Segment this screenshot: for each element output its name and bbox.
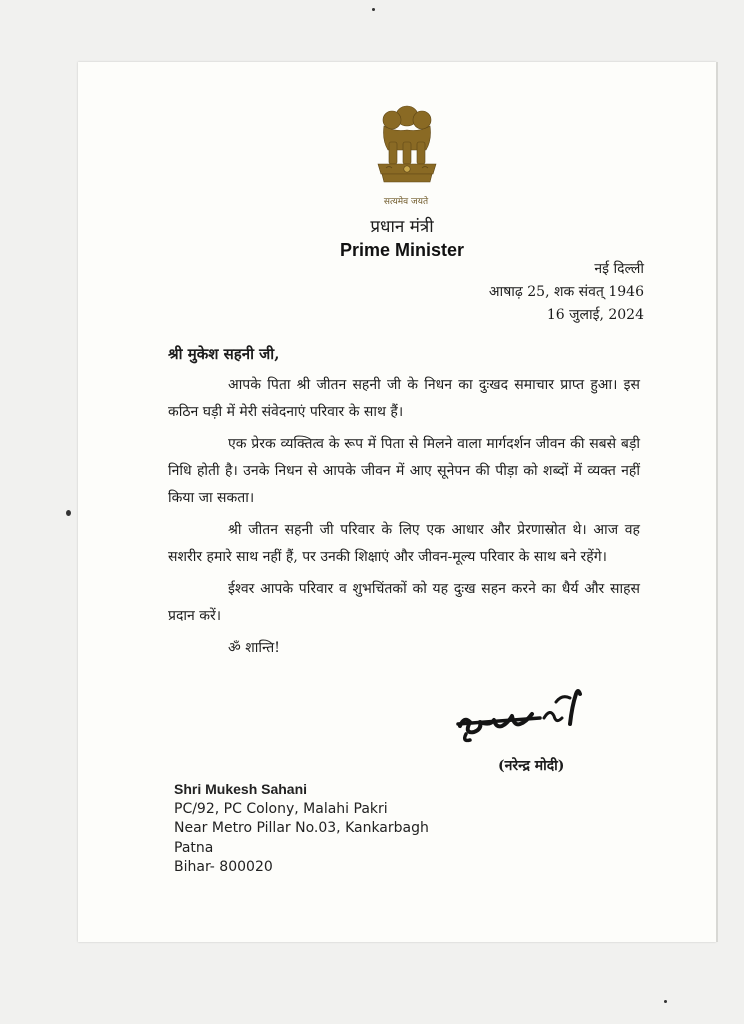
recipient-name: Shri Mukesh Sahani bbox=[174, 781, 308, 797]
address-line: Patna bbox=[174, 839, 214, 856]
dateline bbox=[489, 258, 644, 327]
recipient-address bbox=[174, 780, 429, 878]
body-paragraph: एक प्रेरक व्यक्तित्व के रूप में पिता से मिलने वाला मार्गदर्शन जीवन की सबसे बड़ी निधि होती है। उनके निधन से आपके जीवन में आए सूनेपन की पीड़ा को शब्दों में व्यक्त नहीं किया जा सकता। bbox=[168, 436, 640, 506]
address-line: PC/92, PC Colony, Malahi Pakri bbox=[174, 800, 388, 817]
signatory-name: (नरेन्द्र मोदी) bbox=[498, 758, 565, 774]
sheet-shadow-right bbox=[716, 62, 718, 942]
dateline-place: नई दिल्ली bbox=[594, 261, 644, 277]
address-line: Near Metro Pillar No.03, Kankarbagh bbox=[174, 820, 429, 836]
letter-body bbox=[168, 372, 640, 662]
body-paragraph: श्री जीतन सहनी जी परिवार के लिए एक आधार और प्रेरणास्रोत थे। आज वह सशरीर हमारे साथ नहीं हैं, पर उनकी शिक्षाएं और जीवन-मूल्य परिवार के साथ बने रहेंगे। bbox=[168, 522, 640, 565]
motto: सत्यमेव जयते bbox=[383, 197, 429, 207]
dateline-gregorian-date: 16 जुलाई, 2024 bbox=[546, 307, 644, 323]
scan-speck bbox=[66, 510, 71, 516]
salutation: श्री मुकेश सहनी जी, bbox=[168, 345, 280, 363]
handwritten-signature bbox=[452, 684, 612, 754]
national-emblem-icon bbox=[372, 102, 442, 202]
scan-speck bbox=[664, 1000, 667, 1003]
body-paragraph: आपके पिता श्री जीतन सहनी जी के निधन का दुःखद समाचार प्राप्त हुआ। इस कठिन घड़ी में मेरी संवेदनाएं परिवार के साथ हैं। bbox=[168, 377, 640, 420]
closing-line: ॐ शान्ति! bbox=[228, 640, 280, 656]
office-title-english: Prime Minister bbox=[339, 240, 465, 260]
dateline-saka-date: आषाढ़ 25, शक संवत् 1946 bbox=[488, 284, 644, 300]
body-paragraph: ईश्वर आपके परिवार व शुभचिंतकों को यह दुःख सहन करने का धैर्य और साहस प्रदान करें। bbox=[168, 581, 640, 624]
scan-speck bbox=[372, 8, 375, 11]
letter-sheet bbox=[78, 62, 716, 942]
office-title-hindi: प्रधान मंत्री bbox=[370, 217, 434, 237]
address-line: Bihar- 800020 bbox=[174, 859, 273, 875]
